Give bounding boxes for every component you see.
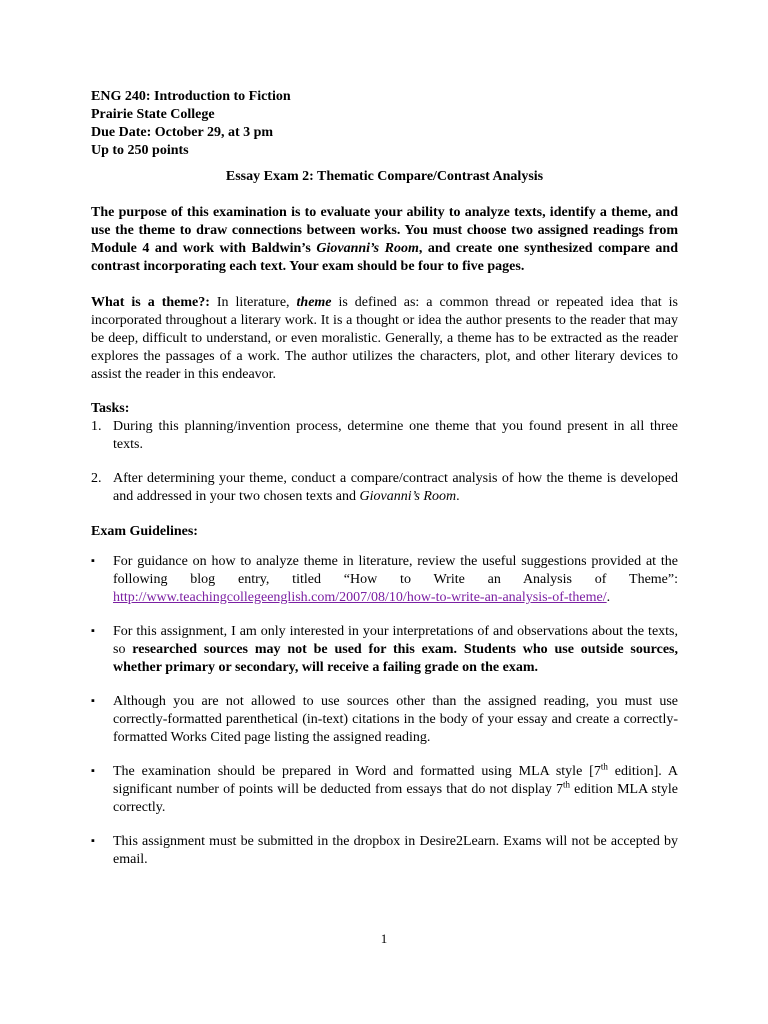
blog-link[interactable]: http://www.teachingcollegeenglish.com/2007/08/10/how-to-write-an-analysis-of-theme/ [113,590,607,605]
guideline-text-end: . [606,590,611,605]
theme-text: In literature, [209,295,297,310]
guideline-item [91,763,678,817]
task-item [91,470,678,506]
document-page [91,88,678,869]
guideline-text-end: edition MLA style correctly. [113,782,678,815]
guideline-text: For this assignment, I am only interested in your interpretations of and observations about the texts, so [113,624,678,657]
guideline-warning: researched sources may not be used for this exam. Students who use outside sources, whether primary or secondary, will receive a failing grade on the exam. [113,642,678,675]
guideline-text: Although you are not allowed to use sources other than the assigned reading, you must use correctly-formatted parenthetical (in-text) citations in the body of your essay and create a correctly-formatted Works Cited page listing the assigned reading. [113,694,678,745]
task-text: After determining your theme, conduct a compare/contract analysis of how the theme is developed and addressed in your two chosen texts and [113,471,678,504]
bullet-icon: ▪ [91,555,95,567]
task-text-end: . [456,489,460,504]
purpose-text-end: , and create one synthesized compare and contrast incorporating each text. Your exam should be four to five pages. [91,241,678,274]
bullet-icon: ▪ [91,835,95,847]
superscript: th [562,779,570,790]
task-book-title: Giovanni’s Room [359,489,457,504]
theme-paragraph [91,294,678,384]
course-title: ENG 240: Introduction to Fiction [91,89,291,104]
guidelines-list [91,553,678,869]
guideline-item [91,833,678,869]
tasks-list [91,418,678,506]
due-date: Due Date: October 29, at 3 pm [91,125,274,140]
page-number: 1 [380,931,388,946]
task-item [91,418,678,454]
guideline-item [91,623,678,677]
guideline-text: This assignment must be submitted in the dropbox in Desire2Learn. Exams will not be accepted by email. [113,834,678,867]
guideline-text: edition]. A significant number of points will be deducted from essays that do not display 7 [113,764,678,797]
guideline-text: The examination should be prepared in Word and formatted using MLA style [7 [113,764,601,779]
bullet-icon: ▪ [91,695,95,707]
theme-definition: is defined as: a common thread or repeated idea that is incorporated throughout a literary work. It is a thought or idea the author presents to the reader that may be deep, difficult to understand, or even moralistic. Generally, a theme has to be extracted as the reader explores the passages of a work. The author utilizes the characters, plot, and other literary devices to assist the reader in this endeavor. [91,295,678,382]
bullet-icon: ▪ [91,765,95,777]
purpose-book-title: Giovanni’s Room [316,241,419,256]
task-number: 1. [91,419,102,434]
theme-term: theme [296,295,332,310]
theme-label: What is a theme?: [91,295,210,310]
purpose-paragraph [91,204,678,276]
exam-title: Essay Exam 2: Thematic Compare/Contrast Analysis [225,169,544,184]
superscript: th [600,761,608,772]
task-number: 2. [91,471,102,486]
guideline-item [91,553,678,607]
bullet-icon: ▪ [91,625,95,637]
guidelines-heading: Exam Guidelines: [91,524,198,539]
tasks-heading: Tasks: [91,401,130,416]
guideline-item [91,693,678,747]
task-text: During this planning/invention process, determine one theme that you found present in all three texts. [113,419,678,452]
guideline-text: For guidance on how to analyze theme in literature, review the useful suggestions provided at the following blog entry, titled “How to Write an Analysis of Theme”: [113,554,678,587]
purpose-text: The purpose of this examination is to evaluate your ability to analyze texts, identify a theme, and use the theme to draw connections between works. You must choose two assigned readings from Module 4 and work with Baldwin’s [91,205,678,256]
points: Up to 250 points [91,143,189,158]
college-name: Prairie State College [91,107,215,122]
